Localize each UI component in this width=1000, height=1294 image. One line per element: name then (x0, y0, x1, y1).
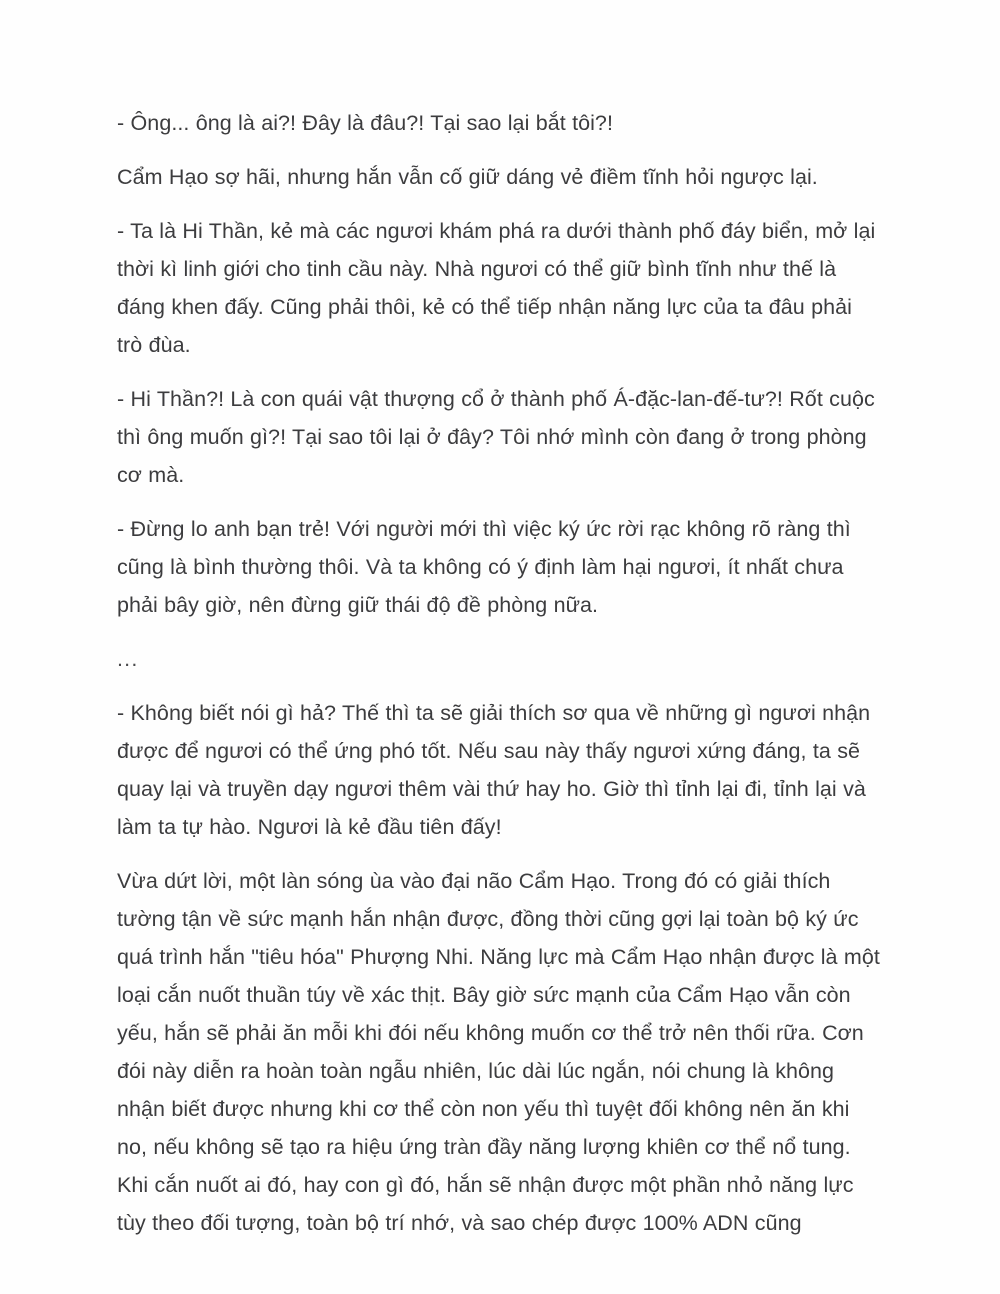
paragraph-dialogue-1: - Ông... ông là ai?! Đây là đâu?! Tại sao lại bắt tôi?! (117, 111, 613, 135)
paragraph-narration-1: Cẩm Hạo sợ hãi, nhưng hắn vẫn cố giữ dáng vẻ điềm tĩnh hỏi ngược lại. (117, 165, 818, 189)
paragraph-ellipsis: ... (117, 647, 139, 671)
paragraph-dialogue-5: - Không biết nói gì hả? Thế thì ta sẽ giải thích sơ qua về những gì ngươi nhận được để ngươi có thể ứng phó tốt. Nếu sau này thấy ngươi xứng đáng, ta sẽ quay lại và truyền dạy ngươi thêm vài thứ hay ho. Giờ thì tỉnh lại đi, tỉnh lại và làm ta tự hào. Ngươi là kẻ đầu tiên đấy! (117, 701, 871, 839)
paragraph-dialogue-3: - Hi Thần?! Là con quái vật thượng cổ ở thành phố Á-đặc-lan-đế-tư?! Rốt cuộc thì ông muốn gì?! Tại sao tôi lại ở đây? Tôi nhớ mình còn đang ở trong phòng cơ mà. (117, 387, 875, 487)
text-column (117, 104, 883, 1242)
paragraph-dialogue-2: - Ta là Hi Thần, kẻ mà các ngươi khám phá ra dưới thành phố đáy biển, mở lại thời kì linh giới cho tinh cầu này. Nhà ngươi có thể giữ bình tĩnh như thế là đáng khen đấy. Cũng phải thôi, kẻ có thể tiếp nhận năng lực của ta đâu phải trò đùa. (117, 219, 876, 357)
paragraph-dialogue-4: - Đừng lo anh bạn trẻ! Với người mới thì việc ký ức rời rạc không rõ ràng thì cũng là bình thường thôi. Và ta không có ý định làm hại ngươi, ít nhất chưa phải bây giờ, nên đừng giữ thái độ đề phòng nữa. (117, 517, 851, 617)
paragraph-narration-2: Vừa dứt lời, một làn sóng ùa vào đại não Cẩm Hạo. Trong đó có giải thích tường tận về sức mạnh hắn nhận được, đồng thời cũng gợi lại toàn bộ ký ức quá trình hắn "tiêu hóa" Phượng Nhi. Năng lực mà Cẩm Hạo nhận được là một loại cắn nuốt thuần túy về xác thịt. Bây giờ sức mạnh của Cẩm Hạo vẫn còn yếu, hắn sẽ phải ăn mỗi khi đói nếu không muốn cơ thể trở nên thối rữa. Cơn đói này diễn ra hoàn toàn ngẫu nhiên, lúc dài lúc ngắn, nói chung là không nhận biết được nhưng khi cơ thể còn non yếu thì tuyệt đối không nên ăn khi no, nếu không sẽ tạo ra hiệu ứng tràn đầy năng lượng khiên cơ thể nổ tung. Khi cắn nuốt ai đó, hay con gì đó, hắn sẽ nhận được một phần nhỏ năng lực tùy theo đối tượng, toàn bộ trí nhớ, và sao chép được 100% ADN cũng (117, 869, 880, 1235)
